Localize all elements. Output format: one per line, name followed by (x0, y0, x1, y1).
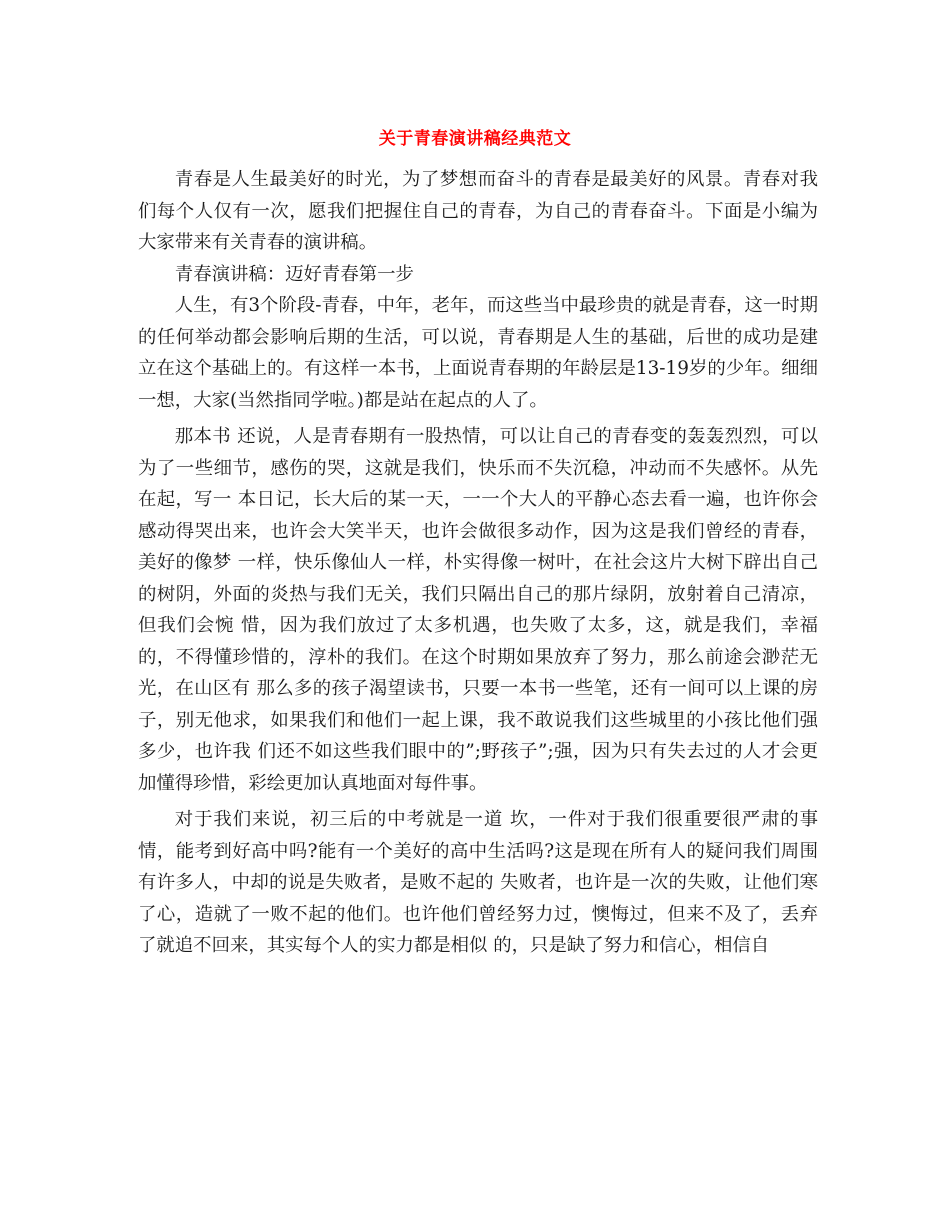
document-body (138, 164, 818, 962)
paragraph-subtitle: 青春演讲稿：迈好青春第一步 (174, 263, 414, 285)
paragraph: 青春是人生最美好的时光，为了梦想而奋斗的青春是最美好的风景。青春对我们每个人仅有一次，愿我们把握住自己的青春，为自己的青春奋斗。下面是小编为大家带来有关青春的演讲稿。 (138, 169, 818, 253)
paragraph: 对于我们来说，初三后的中考就是一道 坎，一件对于我们很重要很严肃的事情，能考到好高中吗?能有一个美好的高中生活吗?这是现在所有人的疑问我们周围有许多人，中却的说是失败者，是败不起的 失败者，也许是一次的失败，让他们寒了心，造就了一败不起的他们。也许他们曾经努力过，懊悔过，但来不及了，丢弃了就追不回来，其实每个人的实力都是相似 的，只是缺了努力和信心，相信自 (138, 809, 818, 956)
paragraph: 那本书 还说，人是青春期有一股热情，可以让自己的青春变的轰轰烈烈，可以为了一些细节，感伤的哭，这就是我们，快乐而不失沉稳，冲动而不失感怀。从先在起，写一 本日记，长大后的某一天，一一个大人的平静心态去看一遍，也许你会感动得哭出来，也许会大笑半天，也许会做很多动作，因为这是我们曾经的青春，美好的像梦 一样，快乐像仙人一样，朴实得像一树叶，在社会这片大树下辟出自己的树阴，外面的炎热与我们无关，我们只隔出自己的那片绿阴，放射着自己清凉，但我们会惋 惜，因为我们放过了太多机遇，也失败了太多，这，就是我们，幸福的，不得懂珍惜的，淳朴的我们。在这个时期如果放弃了努力，那么前途会渺茫无光，在山区有 那么多的孩子渴望读书，只要一本书一些笔，还有一间可以上课的房子，别无他求，如果我们和他们一起上课，我不敢说我们这些城里的小孩比他们强多少，也许我 们还不如这些我们眼中的”;野孩子”;强，因为只有失去过的人才会更加懂得珍惜，彩绘更加认真地面对每件事。 (138, 426, 818, 794)
paragraph: 人生，有3个阶段-青春，中年，老年，而这些当中最珍贵的就是青春，这一时期的任何举动都会影响后期的生活，可以说，青春期是人生的基础，后世的成功是建 立在这个基础上的。有这样一本书，上面说青春期的年龄层是13-19岁的少年。细细一想，大家(当然指同学啦。)都是站在起点的人了。 (138, 295, 818, 411)
document-title: 关于青春演讲稿经典范文 (378, 129, 572, 149)
